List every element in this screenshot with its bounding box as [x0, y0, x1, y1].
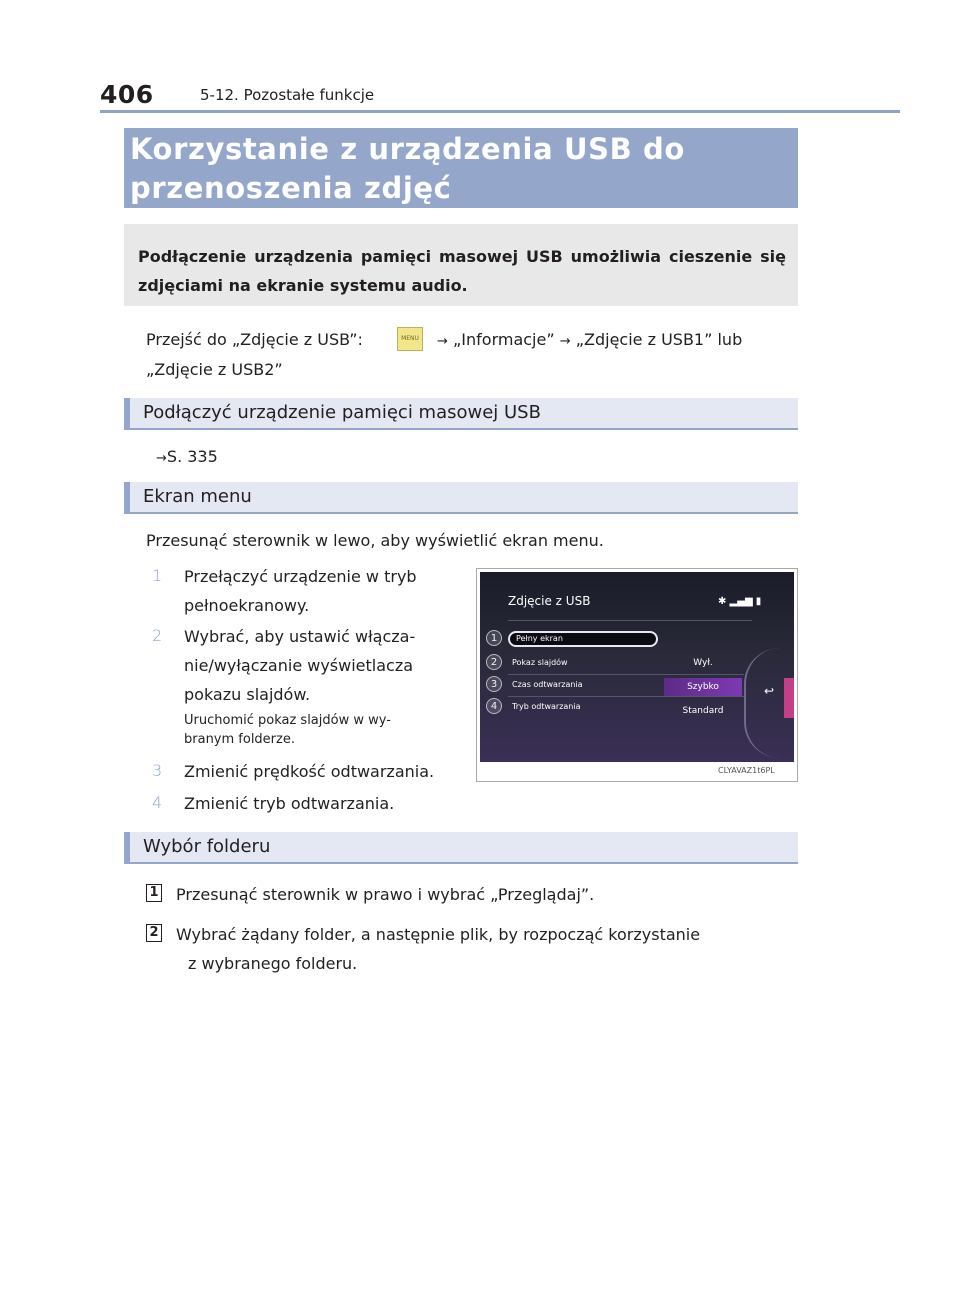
screen-callout-2: 2 — [486, 654, 502, 670]
screen-row-fullscreen[interactable]: Pełny ekran — [516, 634, 563, 643]
menu-item-2-line: pokazu slajdów. — [184, 685, 311, 704]
page-title — [130, 130, 790, 208]
folder-step-1: Przesunąć sterownik w prawo i wybrać „Przeglądaj”. — [176, 885, 595, 904]
arrow-icon: → — [156, 451, 167, 466]
folder-step-2 — [176, 920, 798, 978]
section-label: 5-12. Pozostałe funkcje — [200, 86, 375, 104]
section-heading-menu-text: Ekran menu — [143, 486, 252, 507]
menu-item-2-note-line: Uruchomić pokaz slajdów w wy- — [184, 713, 391, 728]
status-icons: ✱ ▂▄▆ ▮ — [718, 596, 762, 607]
header-rule — [100, 110, 900, 113]
folder-step-2-line: Wybrać żądany folder, a następnie plik, by rozpocząć korzystanie — [176, 925, 701, 944]
arrow-icon: → — [559, 334, 571, 349]
path-line-2: „Zdjęcie z USB2” — [146, 360, 283, 379]
path-part1: Przejść do „Zdjęcie z USB”: — [146, 330, 363, 349]
callout-number-4: 4 — [152, 793, 163, 812]
intro-text: Podłączenie urządzenia pamięci masowej USB umożliwia cieszenie się zdjęciami na ekranie systemu audio. — [138, 247, 786, 295]
screen-row-slideshow[interactable]: Pokaz slajdów — [512, 658, 568, 667]
menu-item-2-note — [184, 711, 462, 749]
callout-number-2: 2 — [152, 626, 163, 645]
callout-number-1: 1 — [152, 566, 163, 585]
divider — [508, 696, 744, 697]
screen-callout-4: 4 — [486, 698, 502, 714]
menu-button-icon: MENU — [397, 327, 423, 351]
arrow-icon: → — [437, 334, 448, 349]
page-number: 406 — [100, 80, 154, 109]
playback-speed-value[interactable]: Szybko — [664, 678, 742, 696]
side-arc — [744, 648, 780, 758]
menu-item-1-line: Przełączyć urządzenie w tryb — [184, 567, 417, 586]
menu-item-1 — [184, 562, 462, 620]
slideshow-value[interactable]: Wył. — [693, 658, 713, 668]
screen-row-playback-time[interactable]: Czas odtwarzania — [512, 680, 583, 689]
menu-item-2-note-line: branym folderze. — [184, 732, 295, 747]
menu-item-1-line: pełnoekranowy. — [184, 596, 310, 615]
path-line-1 — [146, 325, 363, 354]
divider — [508, 620, 752, 621]
page-title-line1: Korzystanie z urządzenia USB do — [130, 132, 685, 166]
menu-item-2-line: nie/wyłączanie wyświetlacza — [184, 656, 414, 675]
back-icon[interactable]: ↩ — [764, 684, 775, 698]
divider — [508, 674, 744, 675]
playback-mode-value[interactable]: Standard — [682, 706, 724, 716]
screen-row-playback-mode[interactable]: Tryb odtwarzania — [512, 702, 581, 711]
step-number-1: 1 — [146, 884, 162, 902]
screen-callout-1: 1 — [486, 630, 502, 646]
menu-item-2-line: Wybrać, aby ustawić włącza- — [184, 627, 416, 646]
image-code: CLYAVAZ1t6PL — [718, 766, 775, 775]
callout-number-3: 3 — [152, 761, 163, 780]
screen-callout-3: 3 — [486, 676, 502, 692]
page-reference-text: S. 335 — [166, 447, 218, 466]
section-heading-folder-text: Wybór folderu — [143, 836, 271, 857]
menu-item-3: Zmienić prędkość odtwarzania. — [184, 762, 435, 781]
audio-screen — [480, 572, 794, 762]
step-number-2: 2 — [146, 924, 162, 942]
side-tab — [784, 678, 794, 718]
menu-item-4: Zmienić tryb odtwarzania. — [184, 794, 395, 813]
page-title-line2: przenoszenia zdjęć — [130, 171, 452, 205]
page-reference[interactable] — [156, 442, 218, 473]
folder-step-2-line: z wybranego folderu. — [188, 954, 358, 973]
menu-item-2 — [184, 622, 462, 709]
path-part3: „Zdjęcie z USB1” lub — [575, 330, 743, 349]
section-heading-connect-text: Podłączyć urządzenie pamięci masowej USB — [143, 402, 541, 423]
path-line-1-rest — [437, 325, 742, 356]
screen-title: Zdjęcie z USB — [508, 594, 591, 608]
path-part2: „Informacje” — [453, 330, 555, 349]
menu-intro: Przesunąć sterownik w lewo, aby wyświetlić ekran menu. — [146, 531, 604, 550]
